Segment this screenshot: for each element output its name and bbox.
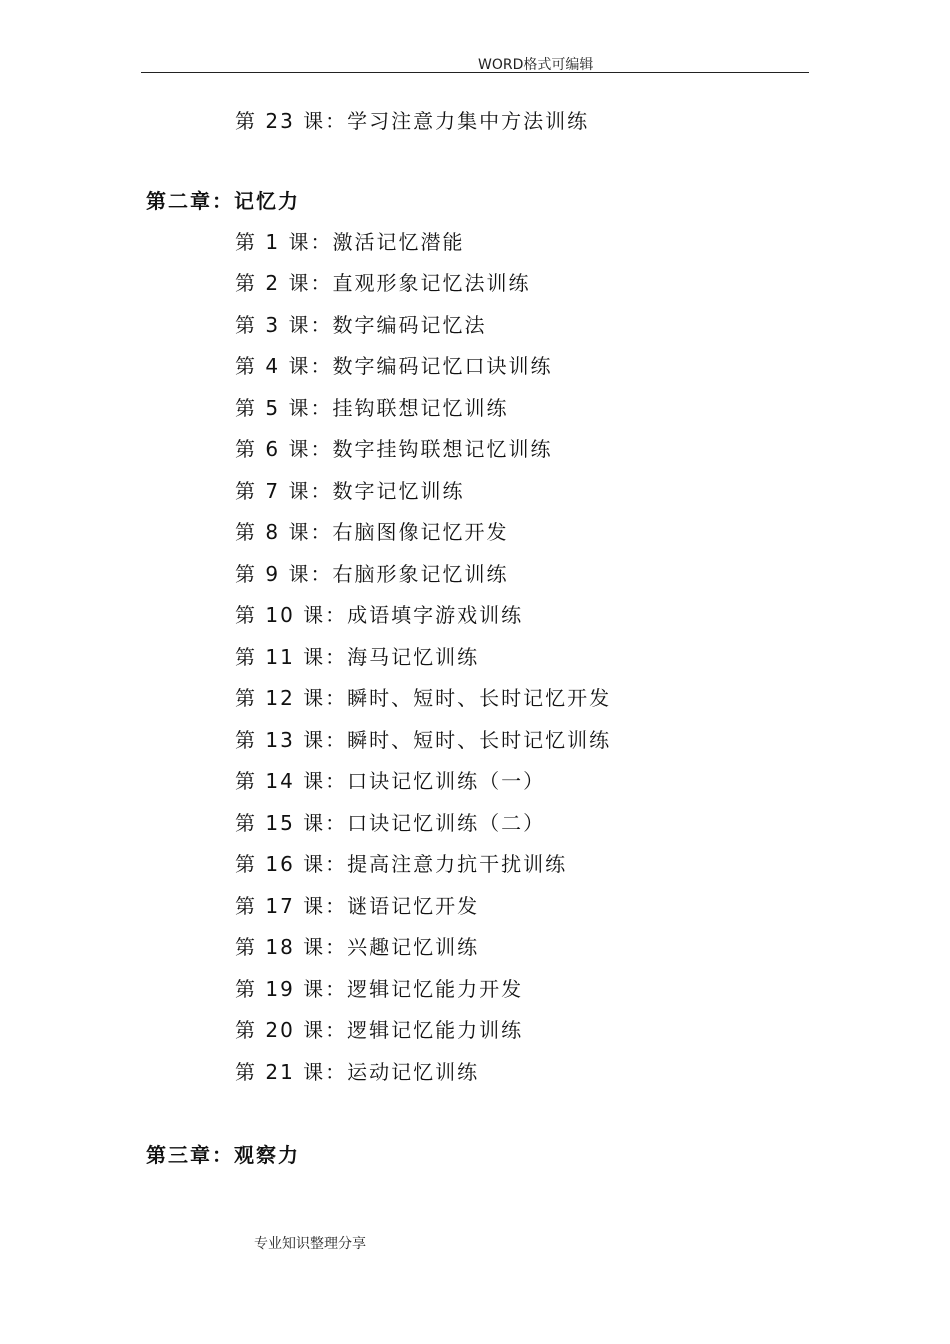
lesson-item: 第 9 课：右脑形象记忆训练 (235, 562, 509, 586)
lesson-item: 第 7 课：数字记忆训练 (235, 479, 465, 503)
lesson-item: 第 19 课：逻辑记忆能力开发 (235, 977, 524, 1001)
lesson-item: 第 10 课：成语填字游戏训练 (235, 603, 524, 627)
chapter-heading-observation: 第三章：观察力 (146, 1143, 300, 1167)
lesson-item: 第 6 课：数字挂钩联想记忆训练 (235, 437, 553, 461)
chapter-heading-memory: 第二章：记忆力 (146, 189, 300, 213)
lesson-item: 第 2 课：直观形象记忆法训练 (235, 271, 531, 295)
lesson-item: 第 16 课：提高注意力抗干扰训练 (235, 852, 568, 876)
lesson-item: 第 23 课：学习注意力集中方法训练 (235, 109, 590, 133)
page-footer: 专业知识整理分享 (254, 1236, 366, 1252)
lesson-item: 第 3 课：数字编码记忆法 (235, 313, 487, 337)
lesson-item: 第 4 课：数字编码记忆口诀训练 (235, 354, 553, 378)
lesson-item: 第 20 课：逻辑记忆能力训练 (235, 1018, 524, 1042)
lesson-item: 第 18 课：兴趣记忆训练 (235, 935, 480, 959)
lesson-item: 第 17 课：谜语记忆开发 (235, 894, 480, 918)
header-text: WORD格式可编辑 (478, 57, 594, 73)
lesson-item: 第 13 课：瞬时、短时、长时记忆训练 (235, 728, 612, 752)
lesson-item: 第 8 课：右脑图像记忆开发 (235, 520, 509, 544)
lesson-item: 第 15 课：口诀记忆训练（二） (235, 811, 546, 835)
lesson-item: 第 21 课：运动记忆训练 (235, 1060, 480, 1084)
header-divider (141, 72, 809, 73)
lesson-item: 第 14 课：口诀记忆训练（一） (235, 769, 546, 793)
lesson-item: 第 1 课：激活记忆潜能 (235, 230, 465, 254)
lesson-item: 第 12 课：瞬时、短时、长时记忆开发 (235, 686, 612, 710)
lesson-item: 第 11 课：海马记忆训练 (235, 645, 480, 669)
lesson-item: 第 5 课：挂钩联想记忆训练 (235, 396, 509, 420)
